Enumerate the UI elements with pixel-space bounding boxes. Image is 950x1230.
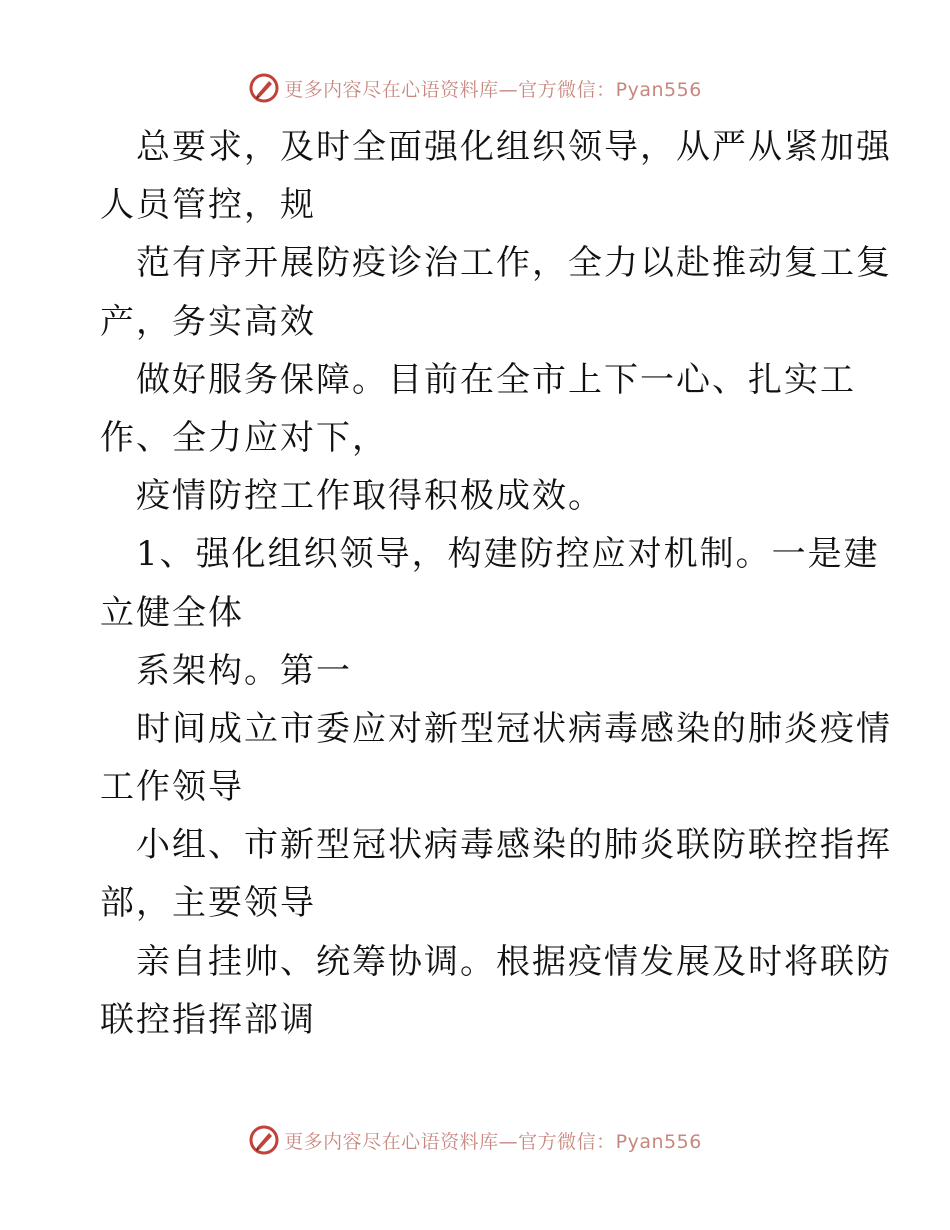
text-line: 亲自挂帅、统筹协调。根据疫情发展及时将联防 [136, 941, 892, 982]
text-line: 工作领导 [100, 767, 244, 808]
text-line: 联控指挥部调 [100, 999, 316, 1040]
text-line: 时间成立市委应对新型冠状病毒感染的肺炎疫情 [136, 708, 892, 749]
text-line: 作、全力应对下， [100, 417, 388, 458]
text-line: 系架构。第一 [136, 650, 352, 691]
document-body [100, 118, 892, 1049]
text-line: 部，主要领导 [100, 883, 316, 924]
footer-banner-text: 更多内容尽在心语资料库—官方微信：Pyan556 [284, 1130, 702, 1153]
text-line: 范有序开展防疫诊治工作，全力以赴推动复工复 [136, 243, 892, 284]
pen-logo-icon [248, 1124, 280, 1156]
text-line: 疫情防控工作取得积极成效。 [136, 476, 604, 517]
footer-banner [0, 1120, 950, 1160]
text-line: 做好服务保障。目前在全市上下一心、扎实工 [136, 359, 856, 400]
text-line: 1、强化组织领导，构建防控应对机制。一是建 [136, 534, 880, 575]
header-banner-text: 更多内容尽在心语资料库—官方微信：Pyan556 [284, 78, 702, 101]
pen-logo-icon [248, 72, 280, 104]
header-banner [0, 68, 950, 108]
text-line: 人员管控，规 [100, 185, 316, 226]
text-line: 产，务实高效 [100, 301, 316, 342]
text-line: 总要求，及时全面强化组织领导，从严从紧加强 [136, 127, 892, 167]
text-line: 立健全体 [100, 592, 244, 633]
text-line: 小组、市新型冠状病毒感染的肺炎联防联控指挥 [136, 825, 892, 866]
